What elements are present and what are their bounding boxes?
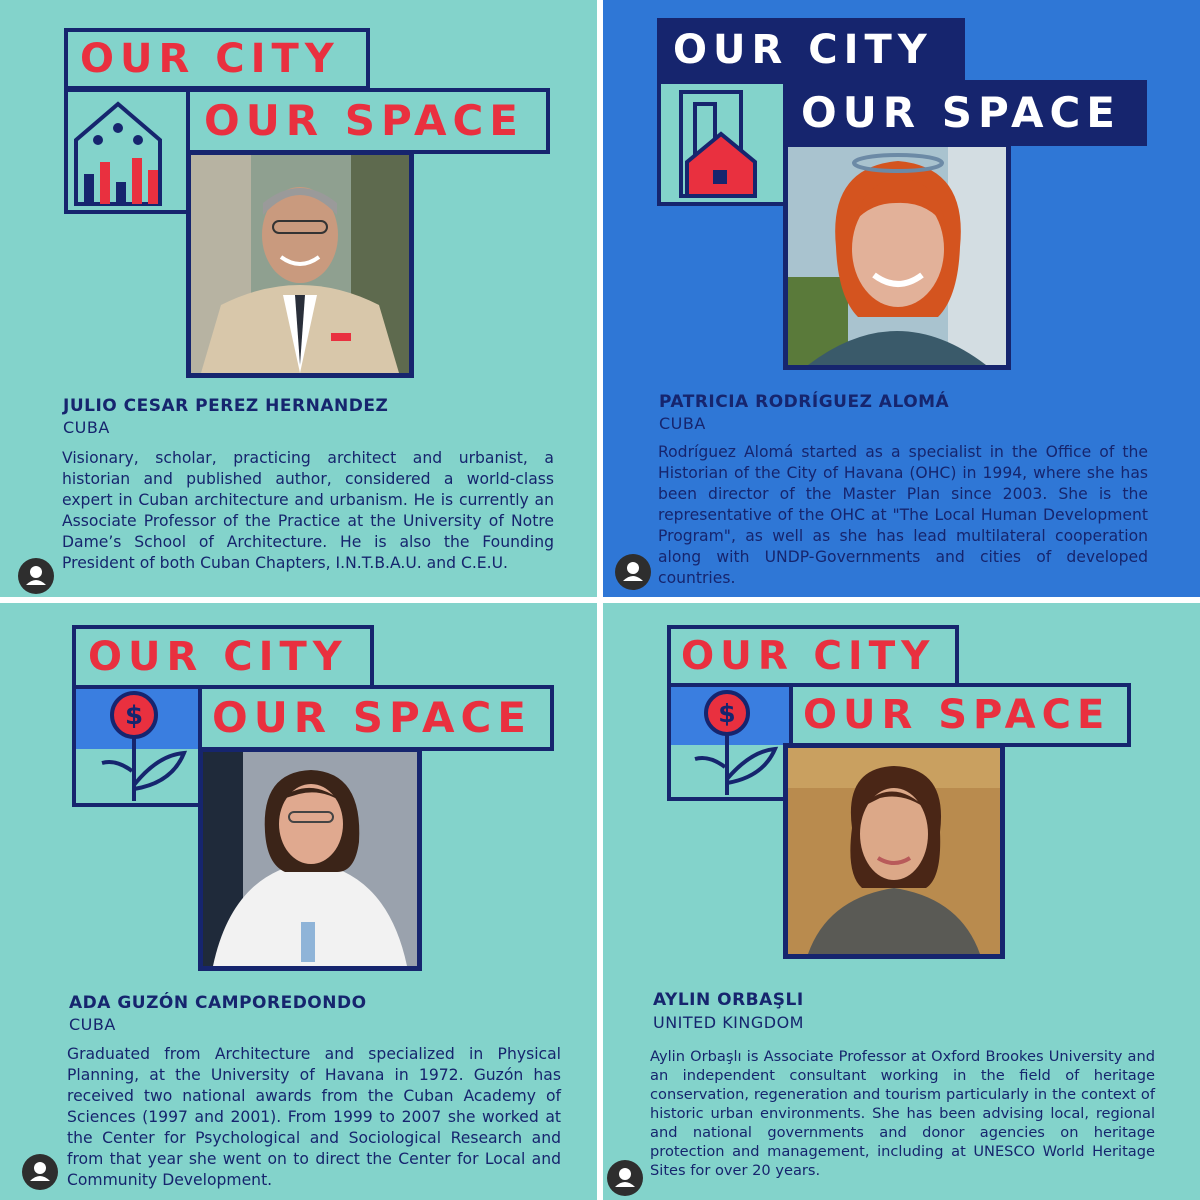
title-our-city: OUR CITY [72, 625, 374, 689]
account-avatar-icon[interactable] [22, 1154, 58, 1190]
portrait-photo [783, 142, 1011, 370]
portrait-photo [186, 150, 414, 378]
portrait-photo [198, 747, 422, 971]
title-our-space: OUR SPACE [789, 683, 1131, 747]
title-our-city: OUR CITY [657, 18, 965, 82]
houses-icon [64, 88, 190, 214]
speaker-country: CUBA [69, 1015, 116, 1034]
title-our-city: OUR CITY [667, 625, 959, 687]
svg-text:$: $ [718, 699, 736, 728]
portrait-photo [783, 743, 1005, 959]
account-avatar-icon[interactable] [18, 558, 54, 594]
title-our-space: OUR SPACE [186, 88, 550, 154]
speaker-bio: Visionary, scholar, practicing architect and urbanist, a historian and published author, considered a world-class expert in Cuban architecture and urbanism. He is currently an Associate Professor of the Practice at the University of Notre Dame’s School of Architecture. He is also the Founding President of both Cuban Chapters, I.N.T.B.A.U. and C.E.U. [62, 449, 554, 572]
dollar-flower-icon [667, 683, 793, 801]
speaker-country: CUBA [63, 418, 110, 437]
speaker-bio: Rodríguez Alomá started as a specialist in the Office of the Historian of the City of Havana (OHC) in 1994, where she has been director of the Master Plan since 2003. She is the representative of the OHC at "The Local Human Development Program", as well as she has lead multilateral cooperation along with UNDP-Governments and cities of developed countries. [658, 443, 1148, 587]
account-avatar-icon[interactable] [615, 554, 651, 590]
svg-text:$: $ [124, 701, 144, 731]
speaker-country: UNITED KINGDOM [653, 1013, 804, 1032]
speaker-name: ADA GUZÓN CAMPOREDONDO [69, 993, 367, 1013]
speaker-name: JULIO CESAR PEREZ HERNANDEZ [63, 396, 389, 416]
profile-card-ada [0, 603, 597, 1200]
profile-card-julio [0, 0, 597, 597]
title-our-city: OUR CITY [64, 28, 370, 90]
account-avatar-icon[interactable] [607, 1160, 643, 1196]
speaker-name: PATRICIA RODRÍGUEZ ALOMÁ [659, 392, 950, 412]
title-our-space: OUR SPACE [198, 685, 554, 751]
dollar-flower-icon [72, 685, 202, 807]
speaker-bio: Aylin Orbaşlı is Associate Professor at Oxford Brookes University and an independent consultant working in the field of heritage conservation, regeneration and tourism particularly in the context of historic urban environments. She has been advising local, regional and national governments and donor agencies on heritage protection and management, including at UNESCO World Heritage Sites for over 20 years. [650, 1048, 1155, 1179]
profile-card-aylin [603, 603, 1200, 1200]
speaker-name: AYLIN ORBAŞLI [653, 990, 804, 1010]
profile-card-patricia [603, 0, 1200, 597]
title-our-space: OUR SPACE [783, 80, 1147, 146]
speaker-bio: Graduated from Architecture and specialized in Physical Planning, at the University of Havana in 1972. Guzón has received two national awards from the Cuban Academy of Sciences (1997 and 2001). From 1999 to 2007 she worked at the Center for Psychological and Sociological Research and from that year she went on to direct the Center for Local and Community Development. [67, 1045, 561, 1189]
house-icon [657, 80, 787, 206]
speaker-country: CUBA [659, 414, 706, 433]
